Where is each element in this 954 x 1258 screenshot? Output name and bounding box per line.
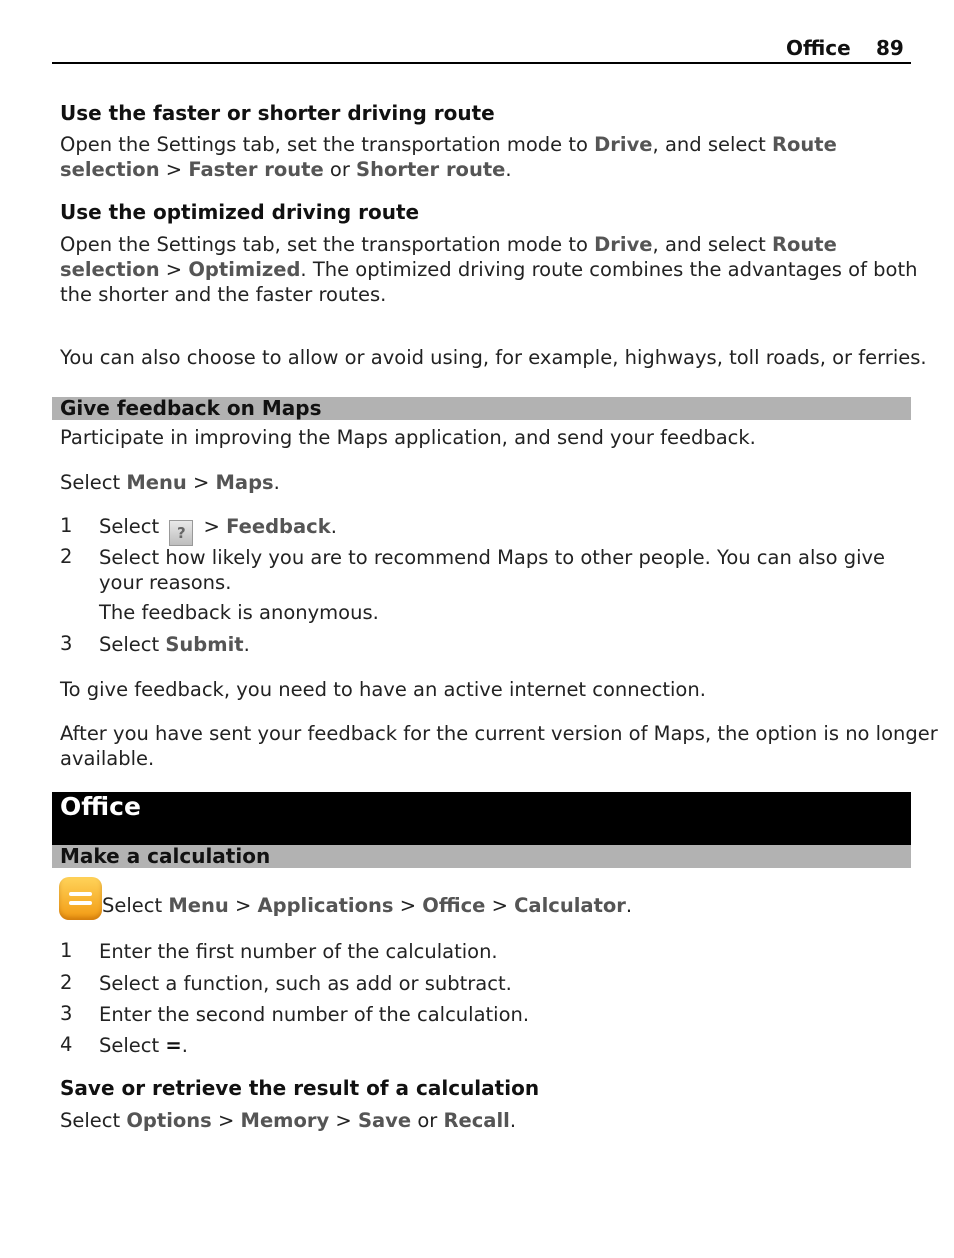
feedback-select-maps: Select Menu > Maps.: [60, 471, 280, 494]
subheading-feedback: Give feedback on Maps: [60, 396, 322, 420]
heading-save-retrieve: Save or retrieve the result of a calculation: [60, 1076, 540, 1100]
list-item: Enter the second number of the calculation.: [99, 1003, 530, 1026]
feedback-connection-note: To give feedback, you need to have an active internet connection.: [60, 678, 706, 701]
list-item: Select how likely you are to recommend Maps to other people. You can also give your reasons. The feedback is anonymous.: [99, 546, 886, 624]
subheading-calculation-bar: [52, 845, 911, 868]
list-item: Enter the first number of the calculation.: [99, 940, 498, 963]
step-number: 2: [60, 545, 73, 568]
paragraph-faster-shorter: Open the Settings tab, set the transportation mode to Drive, and select Route selection > Faster route or Shorter route.: [60, 133, 837, 181]
feedback-intro: Participate in improving the Maps application, and send your feedback.: [60, 426, 756, 449]
heading-faster-shorter: Use the faster or shorter driving route: [60, 101, 495, 125]
feedback-after-note: After you have sent your feedback for the current version of Maps, the option is no longer available.: [60, 722, 938, 770]
header-rule: [52, 62, 911, 64]
subheading-calculation: Make a calculation: [60, 844, 271, 868]
calculator-icon: [59, 877, 102, 920]
step-number: 3: [60, 1002, 73, 1025]
section-office-bar: [52, 792, 911, 845]
heading-optimized: Use the optimized driving route: [60, 200, 420, 224]
list-item: Select Submit.: [99, 633, 250, 656]
step-number: 1: [60, 939, 73, 962]
paragraph-optimized: Open the Settings tab, set the transportation mode to Drive, and select Route selection > Optimized. The optimized driving route combines the advantages of both the shorter and the faster routes.: [60, 233, 918, 306]
list-item: Select ? > Feedback.: [99, 514, 337, 546]
header-section: Office: [786, 36, 851, 60]
step-number: 4: [60, 1033, 73, 1056]
subheading-feedback-bar: [52, 397, 911, 420]
paragraph-avoid: You can also choose to allow or avoid using, for example, highways, toll roads, or ferries.: [60, 346, 927, 369]
help-icon: ?: [169, 520, 193, 546]
step-number: 3: [60, 632, 73, 655]
list-item: Select =.: [99, 1034, 188, 1057]
step-number: 2: [60, 971, 73, 994]
section-title: Office: [60, 792, 141, 821]
step-number: 1: [60, 514, 73, 537]
page-number: 89: [876, 36, 904, 60]
calculator-path: Select Menu > Applications > Office > Calculator.: [102, 894, 633, 917]
list-item: Select a function, such as add or subtract.: [99, 972, 512, 995]
save-retrieve-path: Select Options > Memory > Save or Recall.: [60, 1109, 517, 1132]
